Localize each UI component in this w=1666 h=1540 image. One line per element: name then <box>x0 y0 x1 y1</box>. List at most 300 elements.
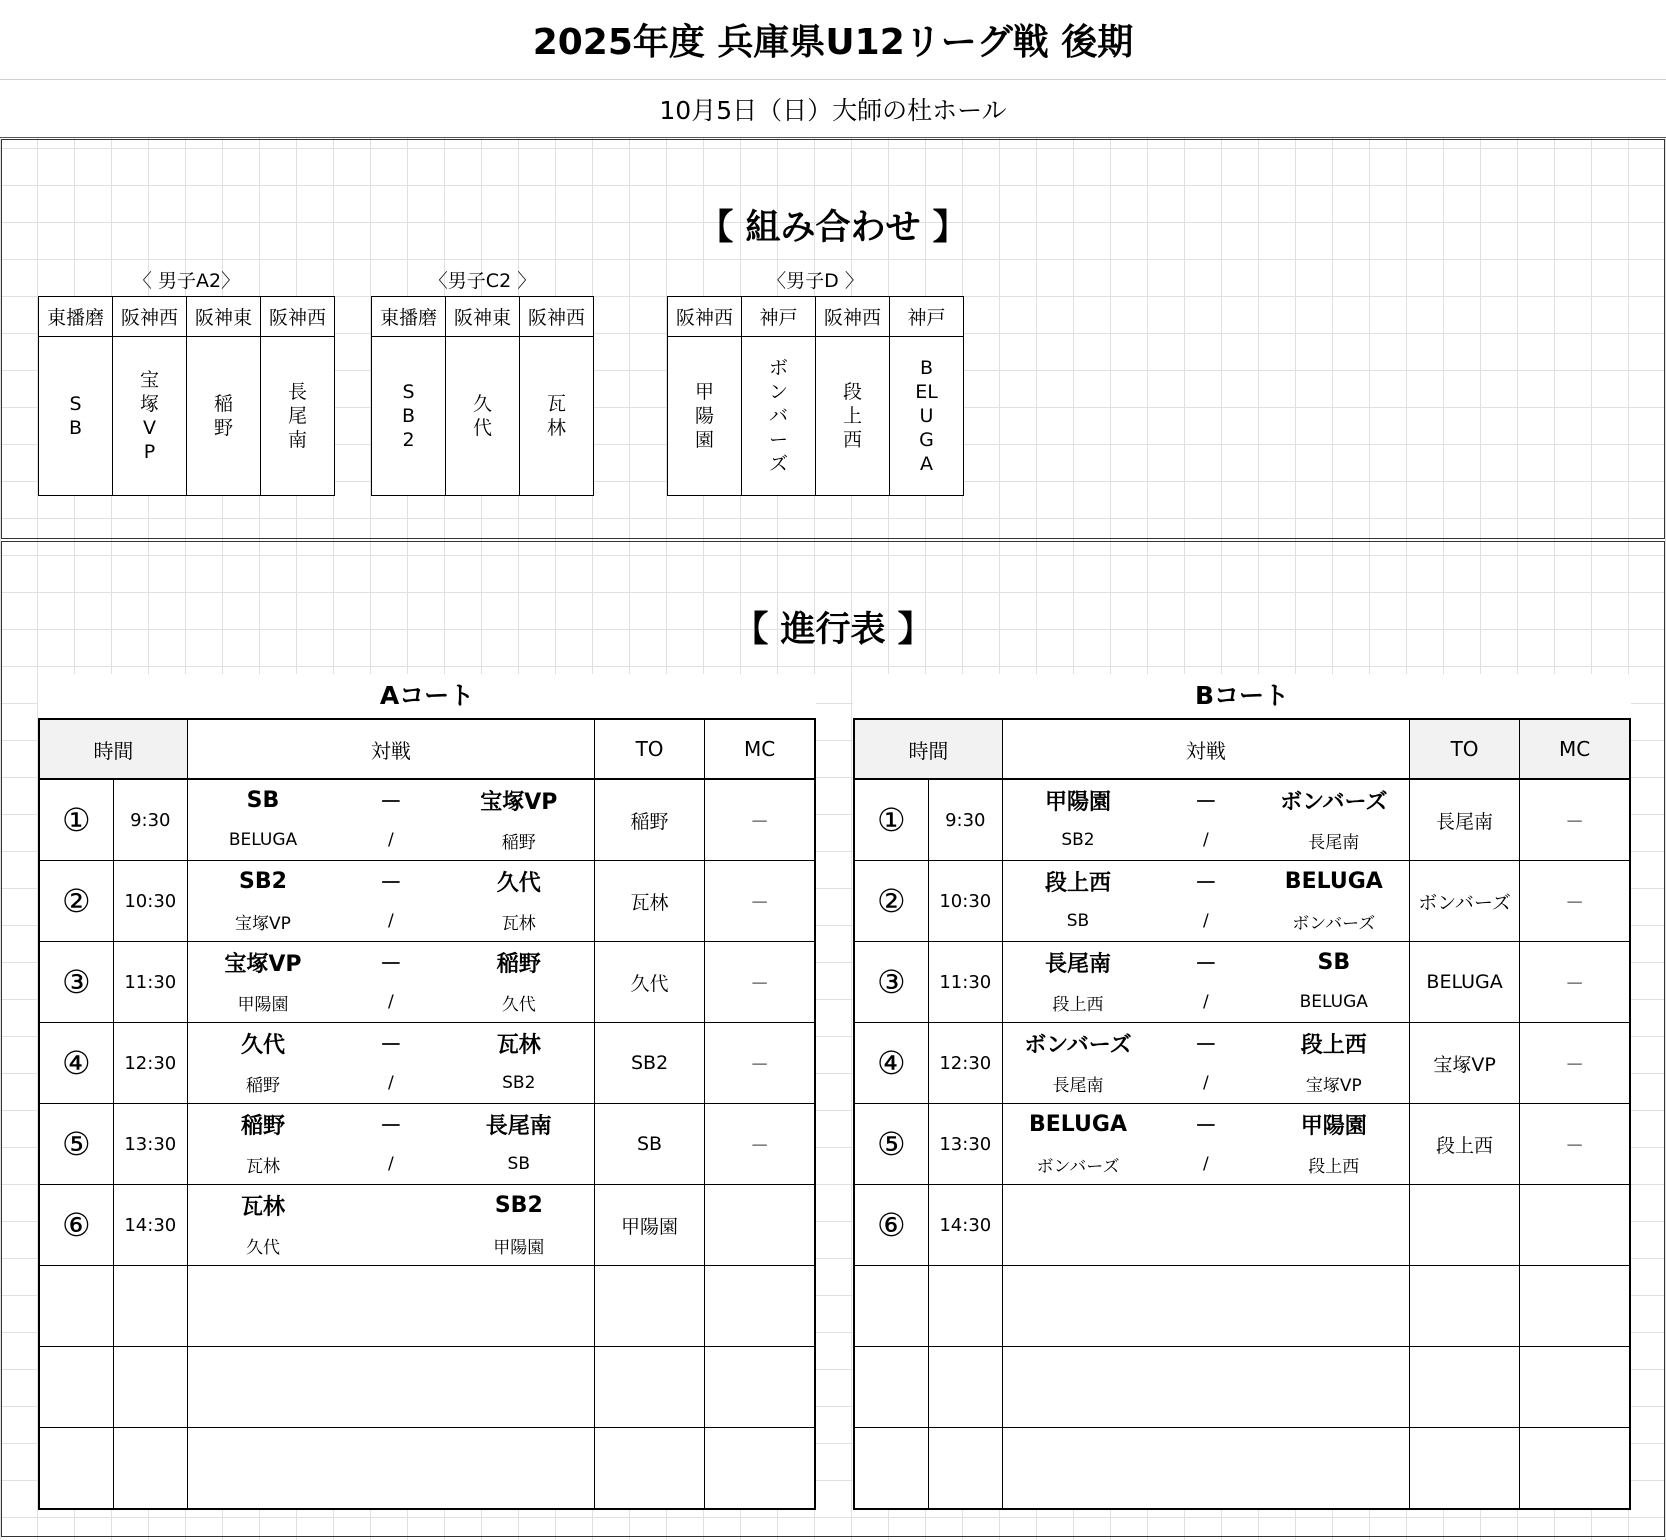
referee-2: 宝塚VP <box>1305 1075 1362 1096</box>
match-number <box>39 1347 113 1428</box>
away-team <box>1259 1347 1409 1387</box>
versus-dash: － <box>379 951 402 977</box>
referee-1 <box>1003 1387 1153 1427</box>
group-label: 〈 男子A2〉 <box>132 270 241 292</box>
referee-row <box>1003 820 1409 860</box>
court-b <box>853 674 1631 1510</box>
header-row <box>854 719 1630 779</box>
match-cell <box>187 1266 594 1347</box>
table-row <box>39 1185 815 1266</box>
versus-dash: － <box>1194 870 1217 896</box>
referee-2: 瓦林 <box>501 913 536 934</box>
away-team: 長尾南 <box>485 1113 552 1139</box>
team-name: SB <box>68 393 83 439</box>
referee-2: 稲野 <box>501 832 536 853</box>
mc-cell: － <box>705 1104 815 1185</box>
combination-panel <box>1 139 1665 539</box>
match-time: 10:30 <box>928 861 1002 942</box>
matchup-row <box>188 780 594 820</box>
versus-dash: － <box>1194 1032 1217 1058</box>
match-number: ⑤ <box>39 1104 113 1185</box>
group-label: 〈男子C2 〉 <box>428 270 537 292</box>
match-number: ④ <box>854 1023 928 1104</box>
match-time <box>928 1347 1002 1428</box>
mc-cell: － <box>705 779 815 861</box>
referee-row <box>1003 1063 1409 1103</box>
referee-1 <box>188 1387 338 1427</box>
away-team: 甲陽園 <box>1300 1113 1367 1139</box>
matchup-row <box>1003 1266 1409 1306</box>
referee-1: BELUGA <box>228 830 298 850</box>
match-cell <box>187 1104 594 1185</box>
team-cell <box>816 337 890 496</box>
match-box <box>1003 1023 1409 1103</box>
matchup-row <box>188 1266 594 1306</box>
match-cell <box>187 1347 594 1428</box>
referee-row <box>188 1225 594 1265</box>
col-header-match: 対戦 <box>1002 719 1409 779</box>
home-team <box>1003 1428 1153 1468</box>
team-cell <box>742 337 816 496</box>
area-cell: 阪神西 <box>816 297 890 337</box>
away-team <box>1259 1185 1409 1225</box>
match-number: ② <box>39 861 113 942</box>
team-cell <box>113 337 187 496</box>
table-row <box>854 779 1630 861</box>
versus-dash <box>338 1428 444 1468</box>
referee-row <box>1003 1306 1409 1346</box>
matchup-row <box>188 1023 594 1063</box>
match-box <box>1003 1104 1409 1184</box>
table-row <box>39 1347 815 1428</box>
match-cell <box>1002 779 1409 861</box>
referee-1 <box>1003 1468 1153 1508</box>
matchup-row <box>188 942 594 982</box>
matchup-row <box>188 1104 594 1144</box>
to-cell: 段上西 <box>1409 1104 1519 1185</box>
table-row <box>854 861 1630 942</box>
col-header-match: 対戦 <box>187 719 594 779</box>
matchup-row <box>1003 942 1409 982</box>
table-row <box>854 1104 1630 1185</box>
to-cell: SB <box>594 1104 704 1185</box>
team-name: SB2 <box>401 381 416 451</box>
col-header-mc: MC <box>705 719 815 779</box>
area-cell: 阪神東 <box>446 297 520 337</box>
matchup-row <box>1003 1347 1409 1387</box>
match-number: ① <box>39 779 113 861</box>
home-team <box>1003 1185 1153 1225</box>
match-time: 10:30 <box>113 861 187 942</box>
match-box <box>188 1185 594 1265</box>
schedule-table <box>853 718 1631 1510</box>
team-name: BELUGA <box>915 357 938 475</box>
team-cell <box>372 337 446 496</box>
referee-row <box>188 1468 594 1508</box>
to-cell <box>1409 1266 1519 1347</box>
referee-1: 長尾南 <box>1052 1075 1104 1096</box>
team-cell <box>446 337 520 496</box>
match-number <box>39 1428 113 1510</box>
referee-2 <box>1259 1306 1409 1346</box>
referee-row <box>188 1063 594 1103</box>
schedule-heading: 【 進行表 】 <box>733 610 933 650</box>
match-box <box>188 942 594 1022</box>
area-cell: 東播磨 <box>372 297 446 337</box>
match-time: 9:30 <box>113 779 187 861</box>
matchup-row <box>188 861 594 901</box>
versus-dash: － <box>379 1113 402 1139</box>
to-cell: 稲野 <box>594 779 704 861</box>
versus-dash <box>338 1347 444 1387</box>
matchup-row <box>1003 861 1409 901</box>
match-cell <box>1002 1185 1409 1266</box>
referee-2 <box>1259 1468 1409 1508</box>
referee-slash <box>1153 1387 1259 1427</box>
match-cell <box>187 779 594 861</box>
group-table <box>371 296 594 496</box>
group-boys-a2 <box>38 266 335 496</box>
mc-cell <box>1520 1266 1630 1347</box>
col-header-to: TO <box>594 719 704 779</box>
referee-row <box>1003 1225 1409 1265</box>
mc-cell <box>705 1428 815 1510</box>
referee-slash: / <box>1203 992 1209 1012</box>
mc-cell: － <box>705 942 815 1023</box>
match-time: 11:30 <box>928 942 1002 1023</box>
referee-slash: / <box>388 1154 394 1174</box>
referee-row <box>1003 1387 1409 1427</box>
referee-1 <box>1003 1306 1153 1346</box>
referee-1: SB <box>1066 911 1090 931</box>
matchup-row <box>188 1428 594 1468</box>
home-team: 瓦林 <box>240 1194 285 1220</box>
header-row <box>39 719 815 779</box>
event-date-venue: 10月5日（日）大師の杜ホール <box>0 80 1666 138</box>
home-team <box>188 1428 338 1468</box>
referee-slash <box>338 1306 444 1346</box>
away-team <box>1259 1428 1409 1468</box>
match-box <box>188 1428 594 1508</box>
match-number: ① <box>854 779 928 861</box>
matchup-row <box>188 1185 594 1225</box>
away-team: 瓦林 <box>496 1032 541 1058</box>
referee-slash: / <box>1203 911 1209 931</box>
team-cell <box>261 337 335 496</box>
home-team: 久代 <box>240 1032 285 1058</box>
match-cell <box>187 1428 594 1510</box>
match-box <box>1003 780 1409 860</box>
home-team: 段上西 <box>1044 870 1111 896</box>
referee-2: 甲陽園 <box>493 1237 545 1258</box>
mc-cell: － <box>1520 1104 1630 1185</box>
group-boys-d <box>667 266 964 496</box>
matchup-row <box>1003 1185 1409 1225</box>
referee-slash <box>1153 1306 1259 1346</box>
away-team: SB <box>1317 949 1351 975</box>
area-row <box>372 297 594 337</box>
referee-slash: / <box>388 911 394 931</box>
table-row <box>854 1266 1630 1347</box>
match-number: ② <box>854 861 928 942</box>
match-box <box>188 780 594 860</box>
match-cell <box>187 1185 594 1266</box>
referee-row <box>188 982 594 1022</box>
match-number: ⑤ <box>854 1104 928 1185</box>
col-header-time: 時間 <box>39 719 187 779</box>
to-cell <box>594 1428 704 1510</box>
team-cell <box>187 337 261 496</box>
home-team: SB2 <box>239 868 287 894</box>
match-number: ④ <box>39 1023 113 1104</box>
mc-cell <box>1520 1347 1630 1428</box>
group-table <box>667 296 964 496</box>
referee-1: 宝塚VP <box>235 913 291 934</box>
referee-row <box>1003 982 1409 1022</box>
match-cell <box>1002 861 1409 942</box>
versus-dash <box>338 1266 444 1306</box>
mc-cell <box>705 1185 815 1266</box>
team-cell <box>39 337 113 496</box>
versus-dash: － <box>379 870 402 896</box>
match-number <box>854 1266 928 1347</box>
area-cell: 阪神東 <box>187 297 261 337</box>
home-team: 宝塚VP <box>224 951 302 977</box>
match-box <box>188 1347 594 1427</box>
match-time: 12:30 <box>113 1023 187 1104</box>
schedule-panel <box>1 541 1665 1537</box>
match-time <box>113 1347 187 1428</box>
referee-2: ボンバーズ <box>1292 913 1376 934</box>
group-boys-c2 <box>371 266 594 496</box>
away-team <box>444 1428 594 1468</box>
match-box <box>188 861 594 941</box>
court-title: Bコート <box>853 674 1631 718</box>
match-number: ⑥ <box>39 1185 113 1266</box>
table-row <box>854 1023 1630 1104</box>
combination-heading: 【 組み合わせ 】 <box>698 208 968 248</box>
versus-dash: － <box>379 1032 402 1058</box>
to-cell: 久代 <box>594 942 704 1023</box>
referee-row <box>1003 1468 1409 1508</box>
table-row <box>39 861 815 942</box>
mc-cell: － <box>1520 1023 1630 1104</box>
to-cell <box>594 1347 704 1428</box>
mc-cell <box>1520 1185 1630 1266</box>
home-team: 稲野 <box>240 1113 285 1139</box>
area-cell: 東播磨 <box>39 297 113 337</box>
table-row <box>854 1428 1630 1510</box>
team-name: 甲陽園 <box>694 381 714 451</box>
referee-slash: / <box>1203 1154 1209 1174</box>
mc-cell: － <box>1520 942 1630 1023</box>
referee-1: 甲陽園 <box>237 994 289 1015</box>
referee-2: 久代 <box>501 994 536 1015</box>
referee-2: SB2 <box>502 1073 536 1093</box>
versus-dash <box>1153 1185 1259 1225</box>
mc-cell: － <box>1520 779 1630 861</box>
team-name: 久代 <box>472 393 492 439</box>
table-row <box>39 1104 815 1185</box>
to-cell: 甲陽園 <box>594 1185 704 1266</box>
to-cell <box>1409 1185 1519 1266</box>
team-name: 長尾南 <box>287 381 307 451</box>
versus-dash <box>1153 1266 1259 1306</box>
col-header-mc: MC <box>1520 719 1630 779</box>
referee-2: BELUGA <box>1299 992 1368 1012</box>
referee-1: 稲野 <box>245 1075 280 1096</box>
match-time: 13:30 <box>928 1104 1002 1185</box>
to-cell <box>1409 1347 1519 1428</box>
referee-slash: / <box>1203 1073 1209 1093</box>
versus-dash <box>338 1185 444 1225</box>
matchup-row <box>1003 1104 1409 1144</box>
referee-row <box>188 820 594 860</box>
home-team: BELUGA <box>1029 1111 1127 1137</box>
referee-row <box>188 1387 594 1427</box>
area-cell: 阪神西 <box>261 297 335 337</box>
referee-2: 長尾南 <box>1308 832 1360 853</box>
col-header-time: 時間 <box>854 719 1002 779</box>
match-cell <box>1002 1023 1409 1104</box>
home-team <box>188 1347 338 1387</box>
court-title: Aコート <box>38 674 816 718</box>
table-row <box>854 1185 1630 1266</box>
referee-row <box>188 1306 594 1346</box>
match-cell <box>1002 1266 1409 1347</box>
match-time <box>928 1266 1002 1347</box>
referee-1: ボンバーズ <box>1036 1156 1120 1177</box>
match-number <box>854 1428 928 1510</box>
group-table <box>38 296 335 496</box>
home-team: ボンバーズ <box>1024 1032 1132 1058</box>
away-team: 稲野 <box>496 951 541 977</box>
referee-slash: / <box>388 992 394 1012</box>
match-cell <box>1002 1428 1409 1510</box>
home-team <box>1003 1266 1153 1306</box>
match-time: 14:30 <box>928 1185 1002 1266</box>
area-cell: 神戸 <box>742 297 816 337</box>
match-time: 14:30 <box>113 1185 187 1266</box>
match-box <box>1003 1347 1409 1427</box>
matchup-row <box>1003 780 1409 820</box>
to-cell: SB2 <box>594 1023 704 1104</box>
team-name: 宝塚VP <box>139 369 159 463</box>
table-row <box>39 1023 815 1104</box>
referee-2: SB <box>507 1154 531 1174</box>
match-time: 11:30 <box>113 942 187 1023</box>
referee-1 <box>188 1468 338 1508</box>
mc-cell: － <box>1520 861 1630 942</box>
page-title: 2025年度 兵庫県U12リーグ戦 後期 <box>0 0 1666 80</box>
home-team <box>1003 1347 1153 1387</box>
referee-slash <box>338 1387 444 1427</box>
area-row <box>39 297 335 337</box>
away-team: 宝塚VP <box>480 789 558 815</box>
referee-slash: / <box>1203 830 1209 850</box>
home-team: SB <box>246 787 280 813</box>
to-cell <box>594 1266 704 1347</box>
table-row <box>39 779 815 861</box>
home-team <box>188 1266 338 1306</box>
team-row <box>39 337 335 496</box>
matchup-row <box>1003 1428 1409 1468</box>
team-cell <box>520 337 594 496</box>
match-time <box>113 1266 187 1347</box>
referee-row <box>1003 1144 1409 1184</box>
referee-1: SB2 <box>1061 830 1095 850</box>
referee-slash <box>1153 1225 1259 1265</box>
versus-dash: － <box>1194 789 1217 815</box>
col-header-to: TO <box>1409 719 1519 779</box>
match-box <box>1003 1266 1409 1346</box>
referee-2 <box>444 1306 594 1346</box>
area-cell: 阪神西 <box>520 297 594 337</box>
match-cell <box>187 1023 594 1104</box>
matchup-row <box>188 1347 594 1387</box>
home-team: 長尾南 <box>1044 951 1111 977</box>
to-cell: BELUGA <box>1409 942 1519 1023</box>
referee-1: 瓦林 <box>245 1156 280 1177</box>
to-cell <box>1409 1428 1519 1510</box>
team-row <box>372 337 594 496</box>
to-cell: 瓦林 <box>594 861 704 942</box>
group-label: 〈男子D 〉 <box>767 270 864 292</box>
team-name: 段上西 <box>842 381 862 451</box>
match-box <box>188 1023 594 1103</box>
match-time <box>113 1428 187 1510</box>
mc-cell <box>705 1347 815 1428</box>
referee-slash <box>338 1225 444 1265</box>
to-cell: 宝塚VP <box>1409 1023 1519 1104</box>
match-cell <box>1002 942 1409 1023</box>
court-a <box>38 674 816 1510</box>
team-cell <box>668 337 742 496</box>
table-row <box>39 942 815 1023</box>
referee-row <box>188 1144 594 1184</box>
home-team: 甲陽園 <box>1044 789 1111 815</box>
versus-dash: － <box>1194 951 1217 977</box>
area-cell: 阪神西 <box>668 297 742 337</box>
referee-row <box>1003 901 1409 941</box>
referee-2 <box>1259 1387 1409 1427</box>
away-team: ボンバーズ <box>1280 789 1388 815</box>
match-number: ③ <box>854 942 928 1023</box>
team-name: ボンバーズ <box>768 357 788 475</box>
referee-1: 段上西 <box>1052 994 1104 1015</box>
away-team <box>444 1266 594 1306</box>
match-number <box>39 1266 113 1347</box>
mc-cell <box>705 1266 815 1347</box>
match-time <box>928 1428 1002 1510</box>
schedule-table <box>38 718 816 1510</box>
referee-1: 久代 <box>245 1237 280 1258</box>
versus-dash: － <box>1194 1113 1217 1139</box>
versus-dash: － <box>379 789 402 815</box>
match-number: ③ <box>39 942 113 1023</box>
to-cell: 長尾南 <box>1409 779 1519 861</box>
referee-2 <box>444 1468 594 1508</box>
away-team <box>1259 1266 1409 1306</box>
away-team <box>444 1347 594 1387</box>
versus-dash <box>1153 1347 1259 1387</box>
table-row <box>854 1347 1630 1428</box>
match-box <box>188 1266 594 1346</box>
away-team: BELUGA <box>1284 868 1383 894</box>
match-cell <box>187 861 594 942</box>
match-box <box>1003 1428 1409 1508</box>
mc-cell: － <box>705 861 815 942</box>
